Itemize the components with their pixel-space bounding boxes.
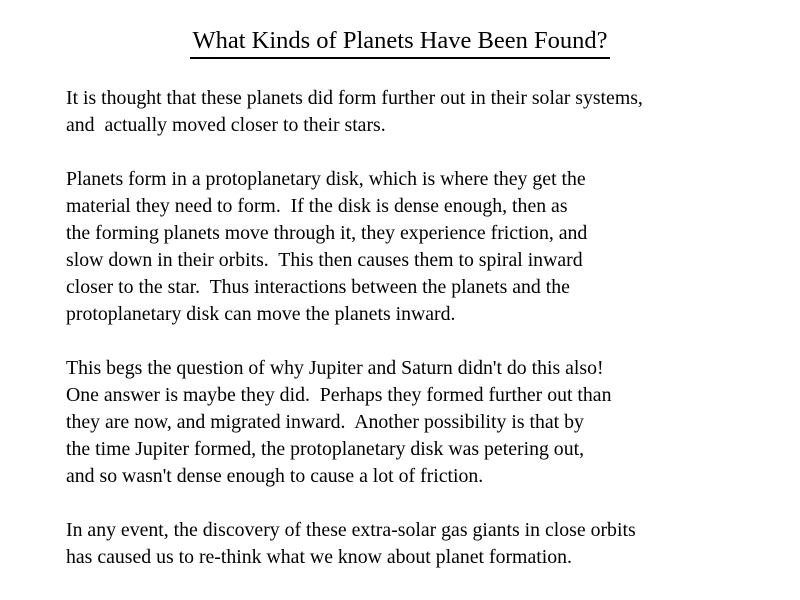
paragraph-line: slow down in their orbits. This then causes them to spiral inward — [66, 249, 583, 271]
paragraph-line: the time Jupiter formed, the protoplanetary disk was petering out, — [66, 438, 585, 460]
paragraph-line: This begs the question of why Jupiter and Saturn didn't do this also! — [66, 357, 604, 379]
paragraph-line: has caused us to re-think what we know about planet formation. — [66, 546, 572, 568]
paragraph-line: It is thought that these planets did form further out in their solar systems, — [66, 87, 643, 109]
paragraph-line: In any event, the discovery of these extra-solar gas giants in close orbits — [66, 519, 636, 541]
paragraph-line: material they need to form. If the disk is dense enough, then as — [66, 195, 568, 217]
paragraph-line: they are now, and migrated inward. Another possibility is that by — [66, 411, 584, 433]
paragraph-migration-theory — [66, 85, 643, 139]
paragraph-jupiter-saturn — [66, 355, 611, 490]
paragraph-line: and so wasn't dense enough to cause a lot of friction. — [66, 465, 484, 487]
paragraph-line: protoplanetary disk can move the planets inward. — [66, 303, 456, 325]
paragraph-line: Planets form in a protoplanetary disk, which is where they get the — [66, 168, 586, 190]
paragraph-conclusion — [66, 517, 636, 571]
paragraph-line: and actually moved closer to their stars. — [66, 114, 386, 136]
slide-title — [0, 26, 800, 59]
paragraph-line: the forming planets move through it, they experience friction, and — [66, 222, 588, 244]
paragraph-line: closer to the star. Thus interactions between the planets and the — [66, 276, 570, 298]
slide-title-text: What Kinds of Planets Have Been Found? — [190, 26, 609, 59]
paragraph-line: One answer is maybe they did. Perhaps they formed further out than — [66, 384, 612, 406]
paragraph-protoplanetary-disk — [66, 166, 587, 328]
